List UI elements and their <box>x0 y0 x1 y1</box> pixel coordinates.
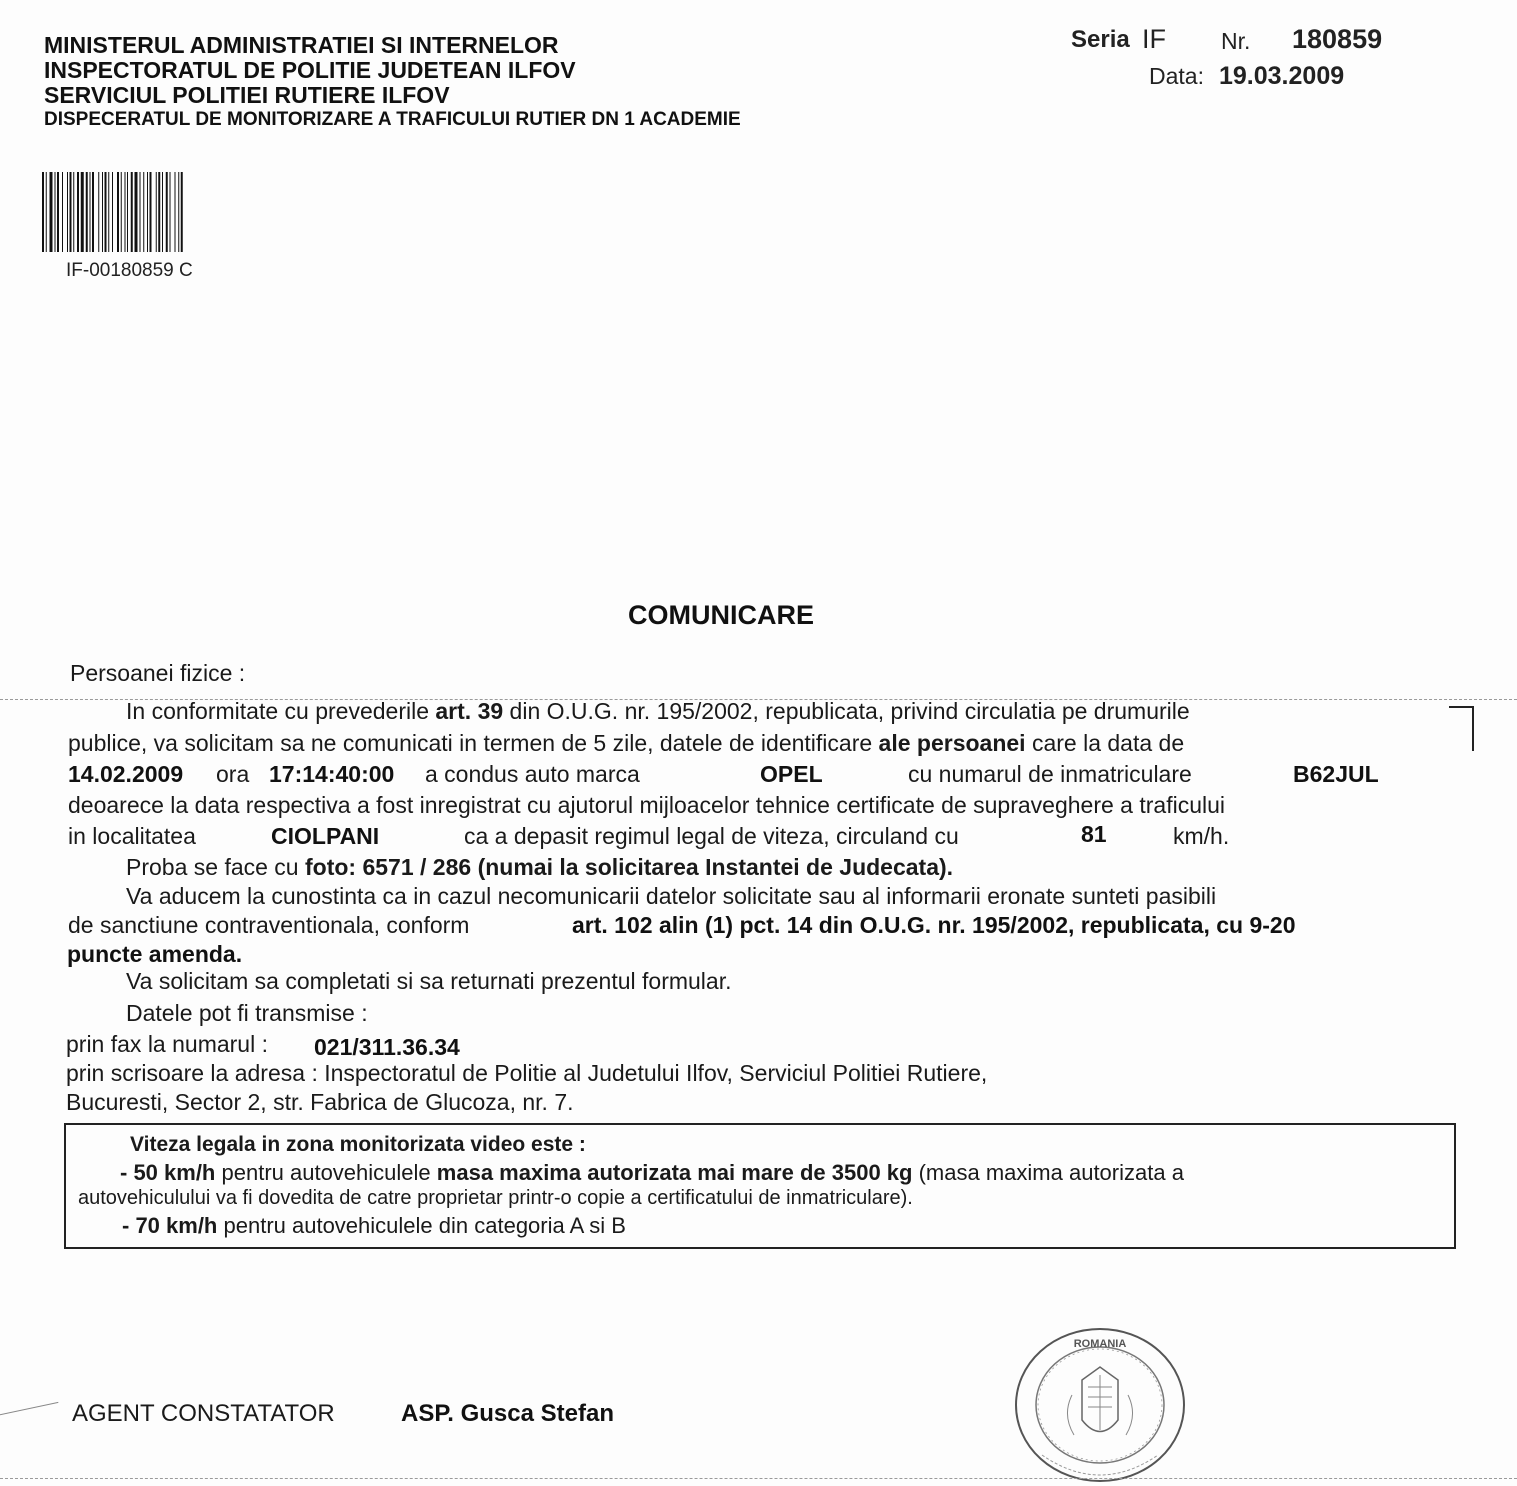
vehicle-plate: B62JUL <box>1293 761 1379 787</box>
mail-address-line1: prin scrisoare la adresa : Inspectoratul de Politie al Judetului Ilfov, Serviciul Politiei Rutiere, <box>66 1060 988 1086</box>
document-title: COMUNICARE <box>628 600 814 630</box>
seal-text: ROMANIA <box>1073 1338 1127 1350</box>
incident-time: 17:14:40:00 <box>269 761 395 787</box>
ministry-name: MINISTERUL ADMINISTRATIEI SI INTERNELOR <box>44 32 559 58</box>
addressee: Persoanei fizice : <box>70 660 246 686</box>
speed-limit-box <box>64 1123 1456 1249</box>
corner-mark <box>1449 706 1474 751</box>
data-value: 19.03.2009 <box>1219 62 1345 90</box>
proof-line: Proba se face cu foto: 6571 / 286 (numai la solicitarea Instantei de Judecata). <box>126 854 954 880</box>
barcode-text: IF-00180859 C <box>66 260 193 281</box>
data-label: Data: <box>1149 63 1204 89</box>
pen-mark <box>0 1402 60 1425</box>
speed-limit-50: - 50 km/h pentru autovehiculele masa maxima autorizata mai mare de 3500 kg (masa maxima autorizata a <box>120 1160 1184 1185</box>
notice-line2-b: art. 102 alin (1) pct. 14 din O.U.G. nr. 195/2002, republicata, cu 9-20 <box>572 912 1296 938</box>
fax-number: 021/311.36.34 <box>314 1034 460 1060</box>
speed-box-title: Viteza legala in zona monitorizata video este : <box>130 1133 586 1156</box>
nr-label: Nr. <box>1221 28 1251 54</box>
transmit-line: Datele pot fi transmise : <box>126 1000 368 1026</box>
bottom-edge-line <box>0 1478 1517 1479</box>
para1-line4: deoarece la data respectiva a fost inregistrat cu ajutorul mijloacelor tehnice certificate de supraveghere a traficului <box>68 792 1226 818</box>
official-seal <box>1012 1325 1190 1485</box>
speed-limit-70: - 70 km/h pentru autovehiculele din categoria A si B <box>122 1213 626 1238</box>
inspectorate-name: INSPECTORATUL DE POLITIE JUDETEAN ILFOV <box>44 57 576 83</box>
ora-label: ora <box>216 761 250 787</box>
para1-line2: publice, va solicitam sa ne comunicati in termen de 5 zile, datele de identificare ale persoanei care la data de <box>68 730 1185 756</box>
vehicle-brand: OPEL <box>760 761 823 787</box>
seria-label: Seria <box>1071 26 1130 53</box>
dispatch-name: DISPECERATUL DE MONITORIZARE A TRAFICULUI RUTIER DN 1 ACADEMIE <box>44 109 741 130</box>
agent-label: AGENT CONSTATATOR <box>72 1400 335 1427</box>
locality: CIOLPANI <box>271 823 380 849</box>
para1-line1: In conformitate cu prevederile art. 39 din O.U.G. nr. 195/2002, republicata, privind circulatia pe drumurile <box>126 698 1190 724</box>
speed-unit: km/h. <box>1173 823 1230 849</box>
notice-line3: puncte amenda. <box>67 941 243 967</box>
fax-label: prin fax la numarul : <box>66 1031 268 1057</box>
notice-line2-a: de sanctiune contraventionala, conform <box>68 912 470 938</box>
service-name: SERVICIUL POLITIEI RUTIERE ILFOV <box>44 82 450 108</box>
speed-text: ca a depasit regimul legal de viteza, circuland cu <box>464 823 959 849</box>
incident-date: 14.02.2009 <box>68 761 184 787</box>
seria-value: IF <box>1142 24 1166 54</box>
speed-limit-50-note: autovehiculului va fi dovedita de catre proprietar printr-o copie a certificatului de inmatriculare). <box>78 1187 913 1209</box>
request-line: Va solicitam sa completati si sa returnati prezentul formular. <box>126 968 732 994</box>
plate-label: cu numarul de inmatriculare <box>908 761 1192 787</box>
agent-name: ASP. Gusca Stefan <box>401 1400 614 1427</box>
mail-address-line2: Bucuresti, Sector 2, str. Fabrica de Glucoza, nr. 7. <box>66 1089 574 1115</box>
locality-label: in localitatea <box>68 823 196 849</box>
nr-value: 180859 <box>1292 24 1383 54</box>
notice-line1: Va aducem la cunostinta ca in cazul necomunicarii datelor solicitate sau al informarii eronate sunteti pasibili <box>126 883 1217 909</box>
measured-speed: 81 <box>1081 821 1107 847</box>
condus-text: a condus auto marca <box>425 761 640 787</box>
barcode <box>42 172 226 252</box>
